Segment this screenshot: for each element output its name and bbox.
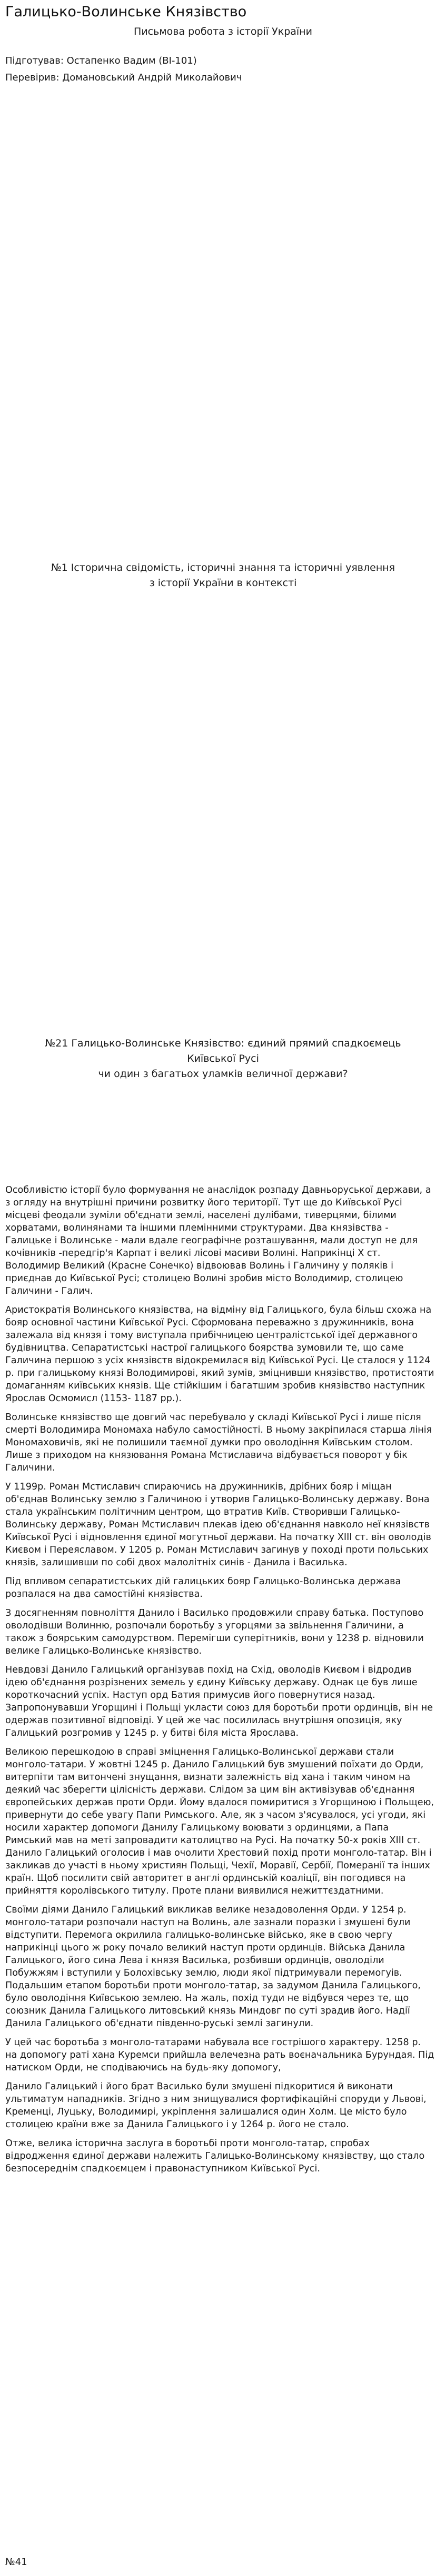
essay-paragraph: Данило Галицький і його брат Василько були змушені підкоритися й виконати ультиматум нападників. Згідно з ним знищувалися фортифікаційні споруди у Львові, Кременці, Луцьку, Володимирі, укріплення залишалися один Холм. Це місто було столицею країни вже за Данила Галицького і у 1264 р. його не стало. xyxy=(5,2081,427,2130)
section-1-heading-line-1: №1 Історична свідомість, історичні знання та історичні уявлення xyxy=(51,562,395,573)
prepared-by-line: Підготував: Остапенко Вадим (ВІ-101) xyxy=(5,55,197,66)
essay-paragraph: Отже, велика історична заслуга в боротьбі проти монголо-татар, спробах відродження єдиної держави належить Галицько-Волинському князівству, що стало безпосереднім спадкоємцем і правонаступником Київської Русі. xyxy=(5,2138,425,2174)
essay-paragraph: Невдовзі Данило Галицький організував похід на Схід, оволодів Києвом і відродив ідею об'єднання розрізнених земель у єдину Київську державу. Однак це був лише короткочасний успіх. Наступ орд Батия примусив його повернутися назад. Запропонувавши Угорщині і Польщі укласти союз для боротьби проти ординців, він не одержав позитивної відповіді. У цей же час посилилась внутрішня опозиція, яку Галицький розгромив у 1245 р. у битві біля міста Ярослава. xyxy=(5,1665,433,1738)
section-1-heading-line-2: з історії України в контексті xyxy=(149,577,297,589)
page-number-label: №41 xyxy=(5,2557,27,2568)
document-subtitle: Письмова робота з історії України xyxy=(134,26,312,37)
essay-paragraph: Аристократія Волинського князівства, на відміну від Галицького, була більш схожа на бояр основної частини Київської Русі. Сформована переважно з дружинників, вона залежала від князя і тому виступала прибічницею централістської ідеї державного будівництва. Сепаратистські настрої галицького боярства зумовили те, що саме Галичина першою з усіх князівств відокремилася від Київської Русі. Це сталося у 1124 р. при галицькому князі Володимирові, який зумів, зміцнивши князівство, протистояти домаганням київських князів. Ще стійкішим і багатшим зробив князівство наступник Ярослав Осмомисл (1153- 1187 рр.). xyxy=(5,1305,434,1404)
essay-paragraph: Своїми діями Данило Галицький викликав велике незадоволення Орди. У 1254 р. монголо-татари розпочали наступ на Волинь, але зазнали поразки і змушені були відступити. Перемога окрилила галицько-волинське військо, яке в свою чергу наприкінці цього ж року почало великий наступ проти ординців. Війська Данила Галицького, його сина Лева і князя Василька, розбивши ординців, оволоділи Побужжям і вступили у Болохівську землю, люди якої підтримували перемогуів. Подальшим етапом боротьби проти монголо-татар, за задумом Данила Галицького, було оволодіння Київською землею. На жаль, похід туди не відбувся через те, що союзник Данила Галицького литовський князь Миндовг по суті зрадив його. Надії Данила Галицького об'єднати південно-руські землі загинули. xyxy=(5,1905,421,2029)
essay-paragraph: Під впливом сепаратистських дій галицьких бояр Галицько-Волинська держава розпалася на два самостійні князівства. xyxy=(5,1576,401,1599)
essay-paragraph: З досягненням повноліття Данило і Василько продовжили справу батька. Поступово оволодівши Волинню, розпочали боротьбу з угорцями за звільнення Галичини, а також з боярським самодурством. Перемігши суперітників, вони у 1238 р. відновили велике Галицько-Волинське князівство. xyxy=(5,1608,424,1656)
checked-by-line: Перевірив: Домановський Андрій Миколайович xyxy=(5,72,242,83)
section-1-heading xyxy=(32,560,414,591)
essay-body xyxy=(5,1184,434,2181)
section-21-heading-line-1: №21 Галицько-Волинське Князівство: єдиний прямий спадкоємець Київської Русі xyxy=(45,1038,401,1064)
section-21-heading-line-2: чи один з багатьох уламків величної держави? xyxy=(98,1068,348,1080)
essay-paragraph: У 1199р. Роман Мстиславич спираючись на дружинників, дрібних бояр і міщан об'єднав Волинську землю з Галичиною і утворив Галицько-Волинську державу. Вона стала українським політичним центром, що втратив Київ. Створивши Галицько-Волинську державу, Роман Мстиславич плекав ідею об'єднання навколо неї князівств Київської Русі і відновлення єдиної могутньої держави. На початку XIII ст. він оволодів Києвом і Переяславом. У 1205 р. Роман Мстиславич загинув у поході проти польських князів, залишивши по собі двох малолітніх синів - Данила і Василька. xyxy=(5,1482,431,1568)
essay-paragraph: Великою перешкодою в справі зміцнення Галицько-Волинської держави стали монголо-татари. У жовтні 1245 р. Данило Галицький був змушений поїхати до Орди, витерпіти там витончені знущання, визнати залежність від хана і таким чином на деякий час зберегти цілісність держави. Слідом за цим він активізував об'єднання європейських держав проти Орди. Йому вдалося помиритися з Угорщиною і Польщею, привернути до себе увагу Папи Римського. Але, як з часом з'ясувалося, усі угоди, які носили характер допомоги Данилу Галицькому воювати з ординцями, а Папа Римський мав на меті запровадити католицтво на Русі. На початку 50-х років XIII ст. Данило Галицький оголосив і мав очолити Хрестовий похід проти монголо-татар. Він і закликав до участі в ньому християн Польщі, Чехії, Моравії, Сербії, Померанії та інших країн. Щоб посилити свій авторитет в англі ординській коаліції, він погодився на прийняття королівського титулу. Проте плани виявилися нежиттєздатними. xyxy=(5,1747,434,1896)
essay-paragraph: Особливістю історії було формування не анаслідок розпаду Давньоруської держави, а з огляду на внутрішні причини розвитку його територїї. Тут ще до Київської Русі місцеві феодали зуміли об'єднати землі, населені дулібами, тиверцями, білими хорватами, волинянами та іншими племінними структурами. Два князівства - Галицьке і Волинське - мали вдале географічне розташування, мали доступ не для кочівників -передгір'я Карпат і великі лісові масиви Волині. Наприкінці X ст. Володимир Великий (Красне Сонечко) відвоював Волинь і Галичину у поляків і приєднав до Київської Русі; столицею Волині зробив місто Володимир, столицею Галичини - Галич. xyxy=(5,1185,431,1296)
document-title: Галицько-Волинське Князівство xyxy=(5,4,247,20)
section-21-heading xyxy=(32,1036,414,1082)
essay-paragraph: У цей час боротьба з монголо-татарами набувала все гострішого характеру. 1258 р. на допомогу раті хана Куремси прийшла велечезна рать воєначальника Бурундая. Під натиском Орди, не сподіваючись на будь-яку допомогу, xyxy=(5,2037,434,2073)
essay-paragraph: Волинське князівство ще довгий час перебувало у складі Київської Русі і лише після смерті Володимира Мономаха набуло самостійності. В ньому закріпилася старша лінія Мономаховичів, які не полишили таємної думки про оволодіння Київським столом. Лише з приходом на князювання Романа Мстиславича відбувається поворот у бік Галичини. xyxy=(5,1412,432,1473)
